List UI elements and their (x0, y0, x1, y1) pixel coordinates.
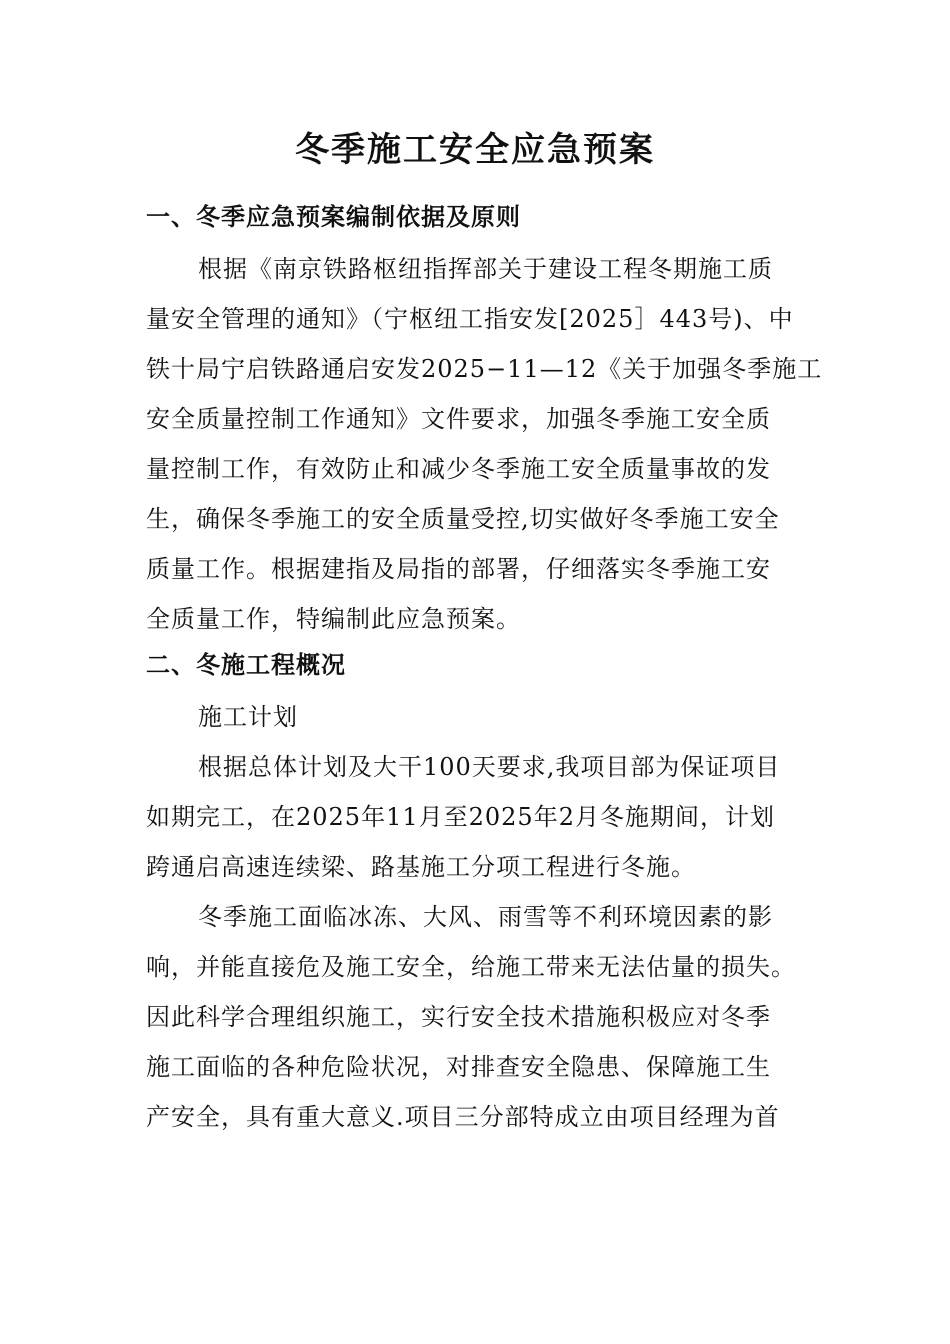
paragraph-line: 施工面临的各种危险状况，对排查安全隐患、保障施工生 (146, 1053, 771, 1081)
paragraph-significance (146, 892, 806, 1142)
paragraph-line: 产安全，具有重大意义.项目三分部特成立由项目经理为首 (146, 1103, 780, 1131)
paragraph-line: 质量工作。根据建指及局指的部署，仔细落实冬季施工安 (146, 555, 771, 583)
subheading-text: 施工计划 (198, 703, 298, 731)
paragraph-plan (146, 742, 806, 892)
section-heading-overview: 二、冬施工程概况 (146, 650, 346, 679)
paragraph-line: 冬季施工面临冰冻、大风、雨雪等不利环境因素的影 (198, 903, 773, 931)
paragraph-line: 跨通启高速连续梁、路基施工分项工程进行冬施。 (146, 853, 696, 881)
paragraph-line: 生，确保冬季施工的安全质量受控,切实做好冬季施工安全 (146, 505, 780, 533)
paragraph-line: 根据总体计划及大干100天要求,我项目部为保证项目 (198, 753, 781, 781)
subheading-plan (146, 692, 806, 742)
paragraph-line: 全质量工作，特编制此应急预案。 (146, 605, 521, 633)
section-heading-basis: 一、冬季应急预案编制依据及原则 (146, 202, 521, 231)
document-title: 冬季施工安全应急预案 (295, 130, 655, 170)
paragraph-line: 如期完工，在2025年11月至2025年2月冬施期间，计划 (146, 803, 775, 831)
paragraph-basis (146, 244, 823, 644)
paragraph-line: 量安全管理的通知》（宁枢纽工指安发[2025］443号)、中 (146, 305, 794, 333)
paragraph-line: 安全质量控制工作通知》文件要求，加强冬季施工安全质 (146, 405, 771, 433)
paragraph-line: 铁十局宁启铁路通启安发2025−11—12《关于加强冬季施工 (146, 355, 823, 383)
paragraph-line: 响，并能直接危及施工安全，给施工带来无法估量的损失。 (146, 953, 796, 981)
paragraph-line: 根据《南京铁路枢纽指挥部关于建设工程冬期施工质 (198, 255, 773, 283)
paragraph-line: 因此科学合理组织施工，实行安全技术措施积极应对冬季 (146, 1003, 771, 1031)
paragraph-line: 量控制工作，有效防止和减少冬季施工安全质量事故的发 (146, 455, 771, 483)
